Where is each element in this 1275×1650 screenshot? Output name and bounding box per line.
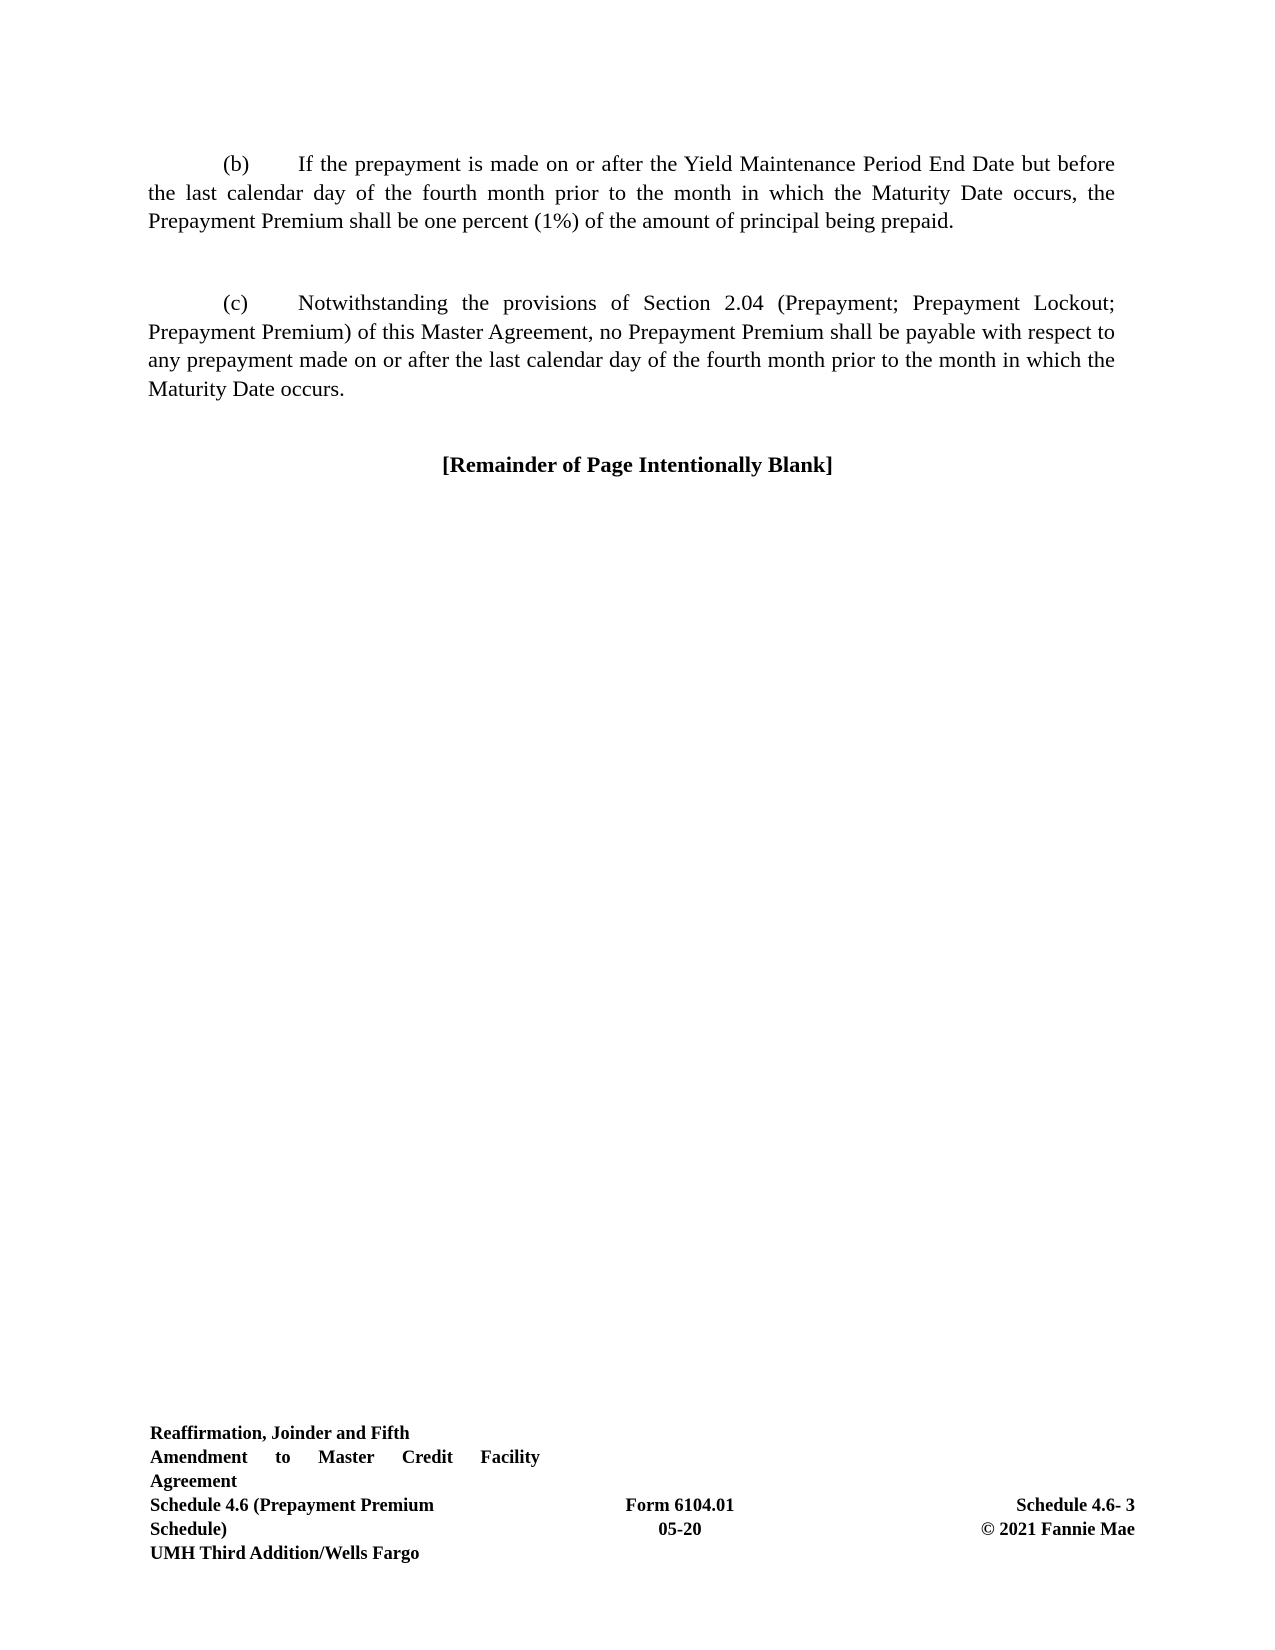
footer-page-number: Schedule 4.6- 3 — [1016, 1496, 1135, 1516]
footer-title-line: Amendment to Master Credit Facility — [150, 1448, 540, 1468]
paragraph-c-label: (c) — [223, 290, 248, 315]
paragraph-c — [148, 289, 1115, 403]
footer-document-title — [150, 1422, 540, 1566]
intentionally-blank-note: [Remainder of Page Intentionally Blank] — [442, 452, 833, 477]
footer-title-line: Schedule) — [150, 1520, 228, 1540]
footer-form-number: Form 6104.01 — [625, 1496, 735, 1516]
footer-title-line: Reaffirmation, Joinder and Fifth — [150, 1424, 410, 1444]
paragraph-c-text: Notwithstanding the provisions of Section 2.04 (Prepayment; Prepayment Lockout; Prepayment Premium) of this Master Agreement, no Prepayment Premium shall be payable with respect to any prepayment made on or after the last calendar day of the fourth month prior to the month in which the Maturity Date occurs. — [148, 290, 1115, 401]
footer-title-line: UMH Third Addition/Wells Fargo — [150, 1544, 420, 1564]
page-footer — [0, 1422, 1275, 1582]
footer-page-info — [900, 1494, 1135, 1542]
footer-title-line: Schedule 4.6 (Prepayment Premium — [150, 1496, 434, 1516]
paragraph-b — [148, 150, 1115, 236]
paragraph-b-label: (b) — [223, 151, 250, 176]
paragraph-b-text: If the prepayment is made on or after the Yield Maintenance Period End Date but before the last calendar day of the fourth month prior to the month in which the Maturity Date occurs, the Prepayment Premium shall be one percent (1%) of the amount of principal being prepaid. — [148, 151, 1115, 233]
footer-form-info — [560, 1494, 800, 1542]
footer-copyright: © 2021 Fannie Mae — [980, 1520, 1135, 1540]
footer-form-date: 05-20 — [658, 1520, 702, 1540]
footer-title-line: Agreement — [150, 1472, 237, 1492]
